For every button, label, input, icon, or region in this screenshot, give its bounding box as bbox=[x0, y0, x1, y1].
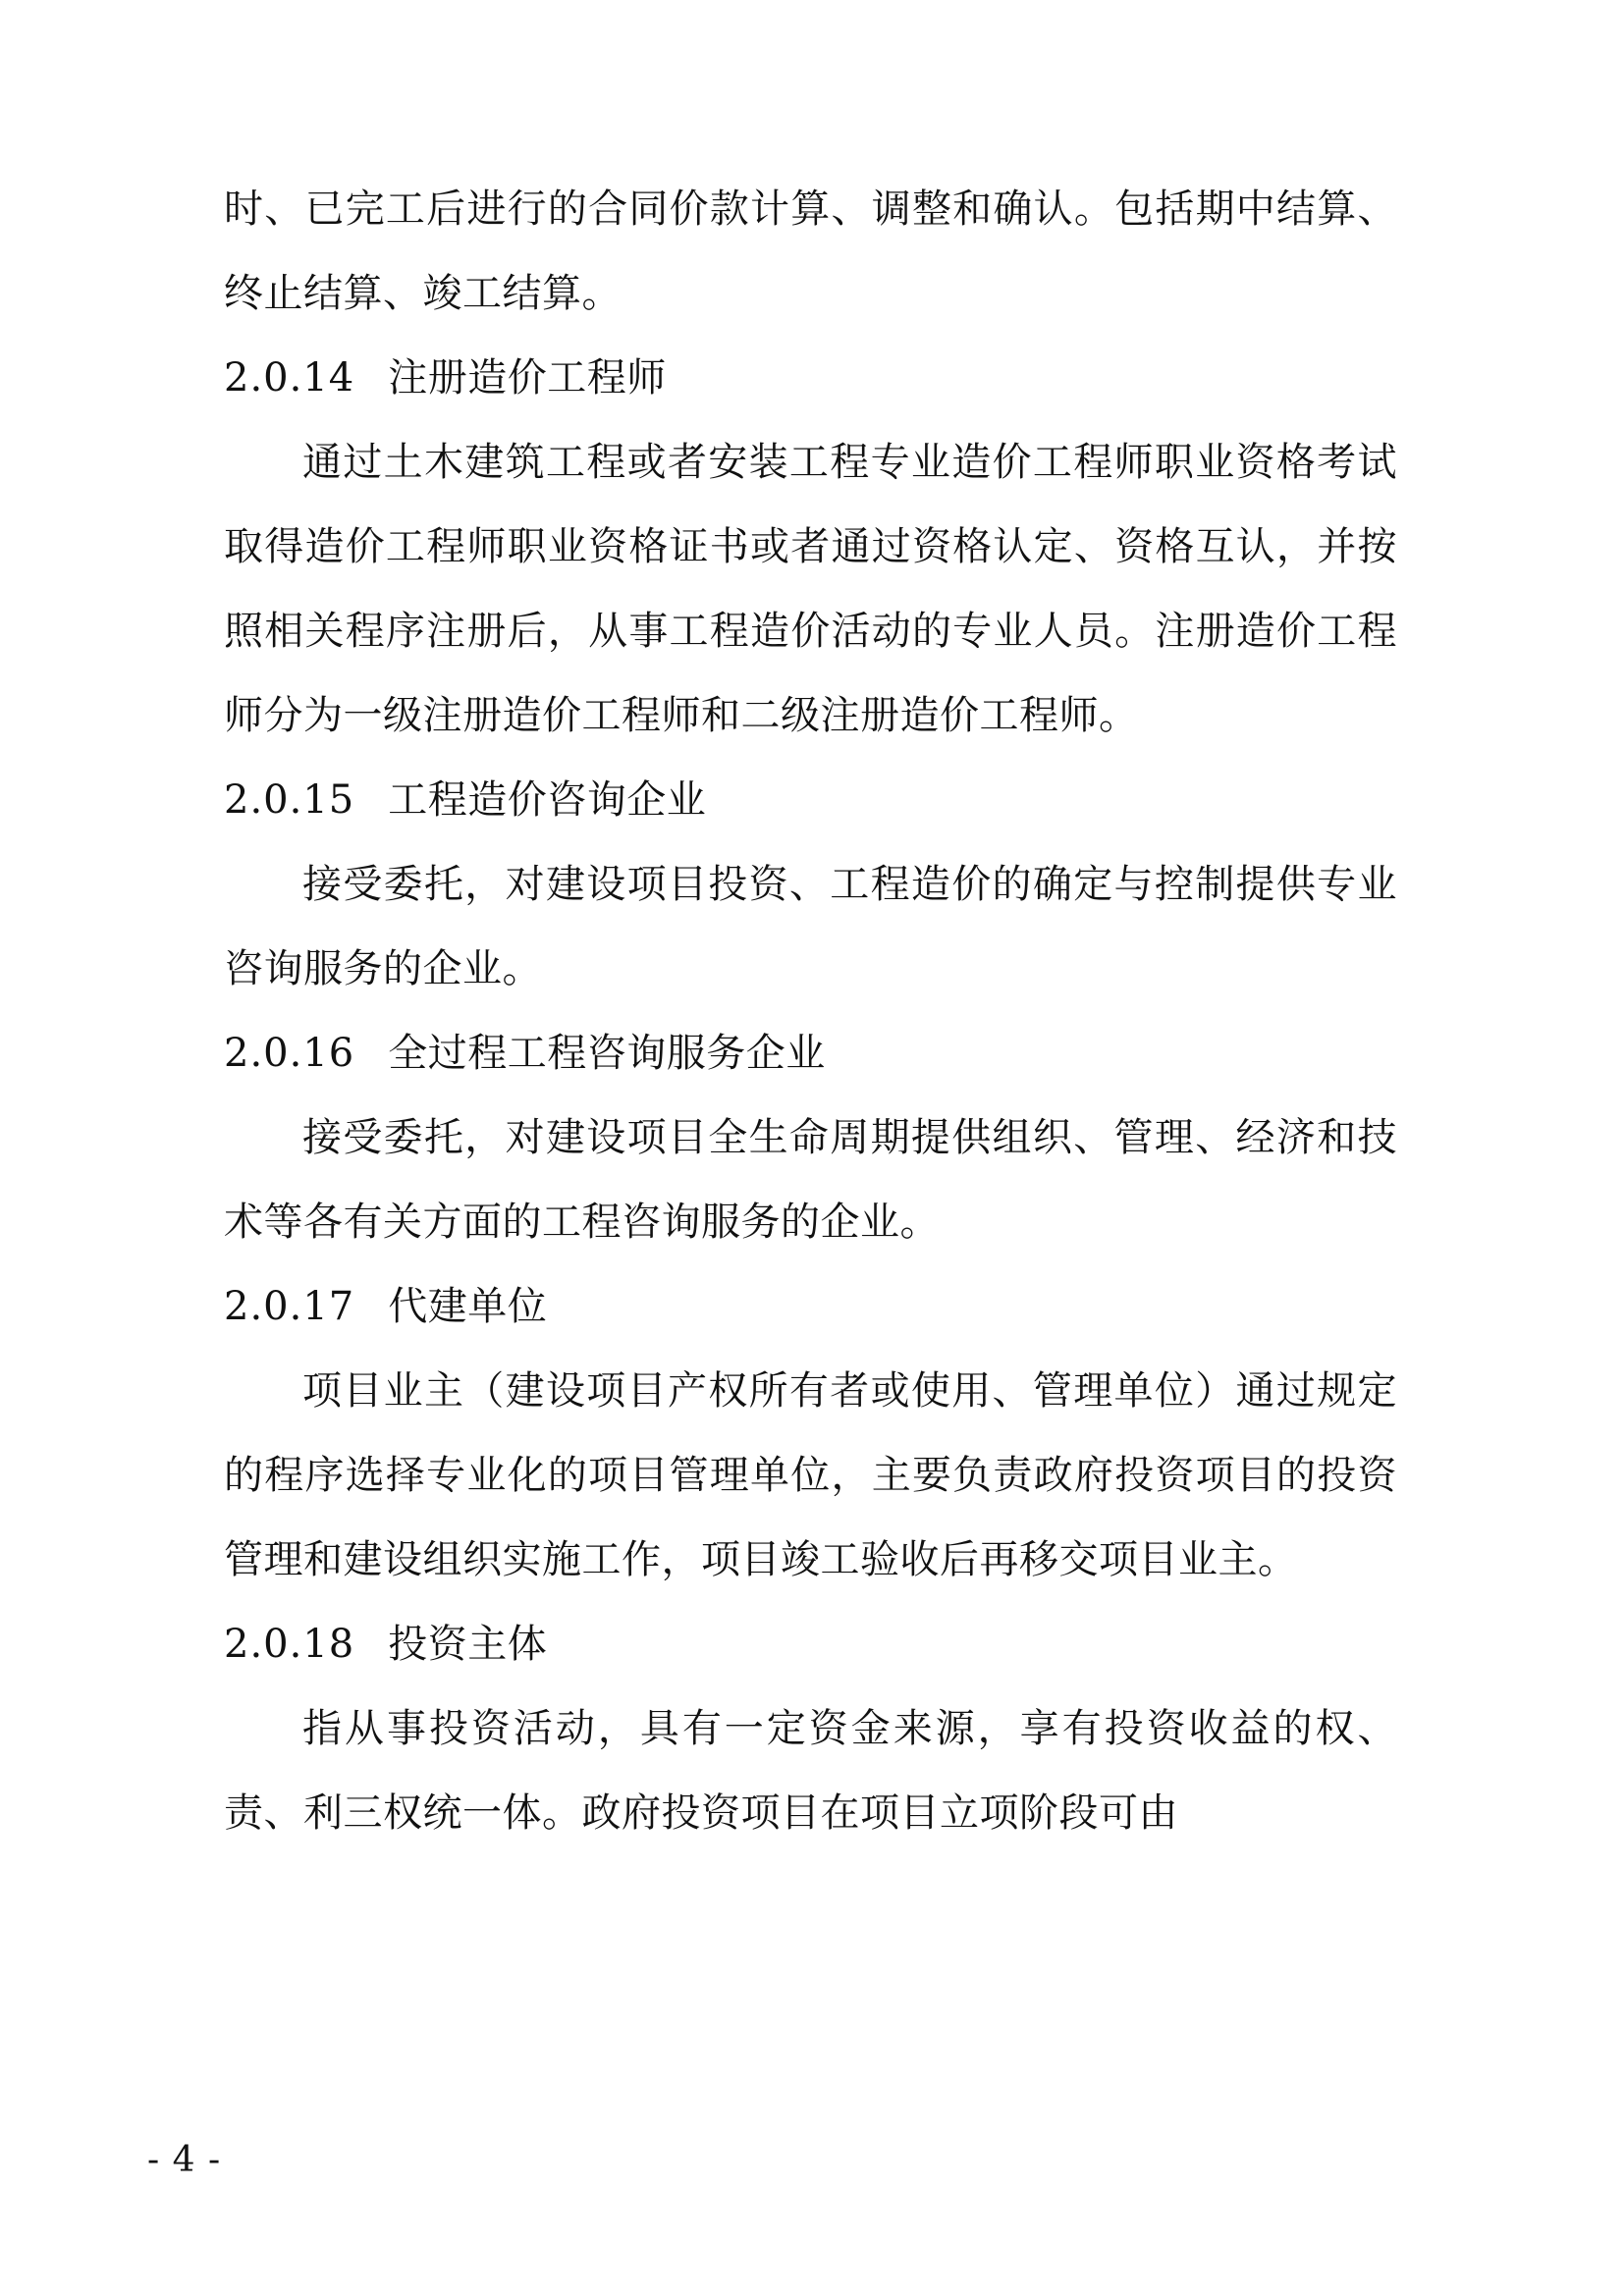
section-title: 工程造价咨询企业 bbox=[388, 777, 707, 823]
page-content bbox=[224, 167, 1397, 1855]
paragraph-2-0-14: 通过土木建筑工程或者安装工程专业造价工程师职业资格考试取得造价工程师职业资格证书或者通过资格认定、资格互认，并按照相关程序注册后，从事工程造价活动的专业人员。注册造价工程师分为一级注册造价工程师和二级注册造价工程师。 bbox=[224, 440, 1397, 738]
paragraph-2-0-16: 接受委托，对建设项目全生命周期提供组织、管理、经济和技术等各有关方面的工程咨询服务的企业。 bbox=[224, 1115, 1397, 1245]
section-title: 注册造价工程师 bbox=[388, 355, 667, 400]
section-heading-2-0-17 bbox=[224, 1264, 1397, 1349]
paragraph-2-0-17: 项目业主（建设项目产权所有者或使用、管理单位）通过规定的程序选择专业化的项目管理单位，主要负责政府投资项目的投资管理和建设组织实施工作，项目竣工验收后再移交项目业主。 bbox=[224, 1368, 1397, 1582]
section-heading-2-0-16 bbox=[224, 1011, 1397, 1095]
section-heading-2-0-14 bbox=[224, 336, 1397, 420]
paragraph-continuation: 时、已完工后进行的合同价款计算、调整和确认。包括期中结算、终止结算、竣工结算。 bbox=[224, 187, 1397, 316]
paragraph-2-0-15: 接受委托，对建设项目投资、工程造价的确定与控制提供专业咨询服务的企业。 bbox=[224, 862, 1397, 991]
section-number: 2.0.15 bbox=[224, 777, 355, 823]
section-number: 2.0.17 bbox=[224, 1284, 355, 1329]
section-title: 全过程工程咨询服务企业 bbox=[388, 1031, 826, 1076]
section-number: 2.0.14 bbox=[224, 355, 355, 400]
section-heading-2-0-15 bbox=[224, 758, 1397, 842]
section-heading-2-0-18 bbox=[224, 1602, 1397, 1686]
section-title: 投资主体 bbox=[388, 1622, 548, 1667]
paragraph-2-0-18: 指从事投资活动，具有一定资金来源，享有投资收益的权、责、利三权统一体。政府投资项目在项目立项阶段可由 bbox=[224, 1706, 1397, 1836]
section-number: 2.0.18 bbox=[224, 1622, 355, 1667]
section-title: 代建单位 bbox=[388, 1284, 548, 1329]
page-number: - 4 - bbox=[147, 2140, 222, 2180]
section-number: 2.0.16 bbox=[224, 1031, 355, 1076]
